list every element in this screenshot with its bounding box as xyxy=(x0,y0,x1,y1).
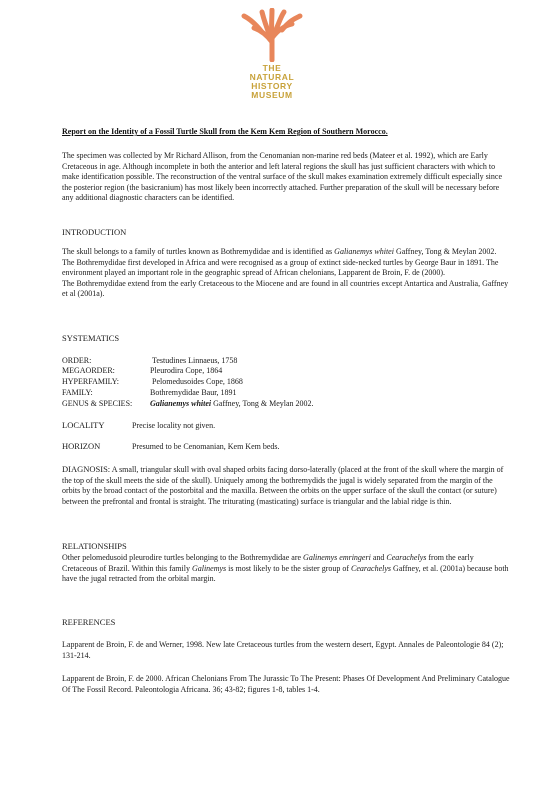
text-run: A small, triangular skull with oval shaped orbits facing dorso-laterally (placed at the front of the skull where the margin of the top of the skull meets the side of the skull). Uniquely among the bothremydids the jugal is widely separated from the margin of the orbits by the broad contact of the postorbital and the maxilla. Between the orbits on the upper surface of the skull the contact (or suture) between the prefrontal and frontal is straight. The triturating (masticating) surface is triangular and the labial ridge is thin. xyxy=(62,465,504,506)
reference-2 xyxy=(62,674,510,695)
species-name: Cearachelys xyxy=(386,553,427,562)
logo-line: MUSEUM xyxy=(251,90,293,100)
coral-logo-icon xyxy=(240,8,304,62)
introduction-body xyxy=(62,247,510,300)
logo-wordmark xyxy=(232,64,312,100)
row-label: ORDER: xyxy=(62,356,92,365)
species-name: Galianemys whitei xyxy=(334,247,394,256)
row-value: Bothremydidae Baur, 1891 xyxy=(150,388,237,397)
row-value xyxy=(150,399,314,408)
locality-value: Precise locality not given. xyxy=(132,421,216,430)
row-label: GENUS & SPECIES: xyxy=(62,399,133,408)
row-label: FAMILY: xyxy=(62,388,93,397)
text-run: and xyxy=(370,553,387,562)
introduction-heading: INTRODUCTION xyxy=(62,227,127,237)
reference-1 xyxy=(62,640,510,661)
text-run: Gaffney, Tong & Meylan 2002. xyxy=(211,399,314,408)
diagnosis-text xyxy=(62,464,510,507)
text-run: from the early Cretaceous of Brazil. Within this family xyxy=(62,553,474,573)
species-name: Galianemys whitei xyxy=(150,399,212,408)
species-name: Cearachelys xyxy=(351,563,392,573)
relationships-body xyxy=(62,553,510,585)
row-label: HYPERFAMILY: xyxy=(62,377,119,386)
species-name: Galinemys emringeri xyxy=(303,553,371,562)
diagnosis-label: DIAGNOSIS: xyxy=(62,464,111,474)
intro-text: The specimen was collected by Mr Richard Allison, from the Cenomanian non-marine red beds (Mateer et al. 1992), which are Early Cretaceous in age. Although incomplete in both the anterior and left lateral regions the skull has just sufficient characters with which to make identification possible. The reconstruction of the ventral surface of the skull makes examination extremely difficult especially since the posterior region (the basicranium) has most likely been incorrectly attached. Further preparation of the skull will be necessary before any additional diagnostic characters can be identified. xyxy=(62,151,503,202)
species-name: Galinemys xyxy=(191,563,227,573)
reference-text: Lapparent de Broin, F. de 2000. African Chelonians From The Jurassic To The Present: Phases Of Development And Preliminary Catalogue Of The Fossil Record. Paleontologia Africana. 36; 43-82; figures 1-8, tables 1-4. xyxy=(62,674,510,694)
systematics-heading: SYSTEMATICS xyxy=(62,333,120,343)
locality-label: LOCALITY xyxy=(62,420,105,430)
relationships-text xyxy=(62,553,510,585)
intro-paragraph xyxy=(62,151,510,204)
report-title: Report on the Identity of a Fossil Turtle Skull from the Kem Kem Region of Southern Morocco. xyxy=(62,127,388,136)
text-run: Other pelomedusoid pleurodire turtles belonging to the Bothremydidae are xyxy=(62,553,304,562)
row-value: Pleurodira Cope, 1864 xyxy=(150,366,223,375)
text-run: is most likely to be the sister group of xyxy=(226,563,352,573)
reference-text: Lapparent de Broin, F. de and Werner, 1998. New late Cretaceous turtles from the western desert, Egypt. Annales de Paleontologie 84 (2); 131-214. xyxy=(62,640,504,660)
introduction-p1 xyxy=(62,247,510,258)
horizon-label: HORIZON xyxy=(62,441,101,451)
row-value: Testudines Linnaeus, 1758 xyxy=(152,356,238,365)
row-label: MEGAORDER: xyxy=(62,366,115,375)
horizon-value: Presumed to be Cenomanian, Kem Kem beds. xyxy=(132,442,280,451)
references-heading: REFERENCES xyxy=(62,617,116,627)
text-run: Gaffney, et al. (2001a) because both have the jugal retracted from the orbital margin. xyxy=(62,563,509,583)
horizon-row xyxy=(62,441,280,451)
relationships-heading: RELATIONSHIPS xyxy=(62,541,127,551)
locality-row xyxy=(62,420,216,430)
introduction-p3: The Bothremydidae extend from the early Cretaceous to the Miocene and are found in all countries except Antartica and Australia, Gaffney et al (2001a). xyxy=(62,278,509,298)
logo-line: NATURAL xyxy=(249,72,295,82)
introduction-p2: The Bothremydidae first developed in Africa and were recognised as a group of extinct side-necked turtles by George Baur in 1891. The environment played an important role in the geographic spread of African chelonians, Lapparent de Broin, F. de (2000). xyxy=(62,257,499,277)
text-run: Gaffney, Tong & Meylan 2002. xyxy=(393,247,497,256)
logo-line: THE xyxy=(262,63,282,73)
diagnosis-section xyxy=(62,464,510,507)
text-run: The skull belongs to a family of turtles known as Bothremydidae and is identified as xyxy=(62,247,335,256)
museum-logo xyxy=(232,8,312,108)
row-value: Pelomedusoides Cope, 1868 xyxy=(152,377,243,386)
logo-line: HISTORY xyxy=(251,81,293,91)
